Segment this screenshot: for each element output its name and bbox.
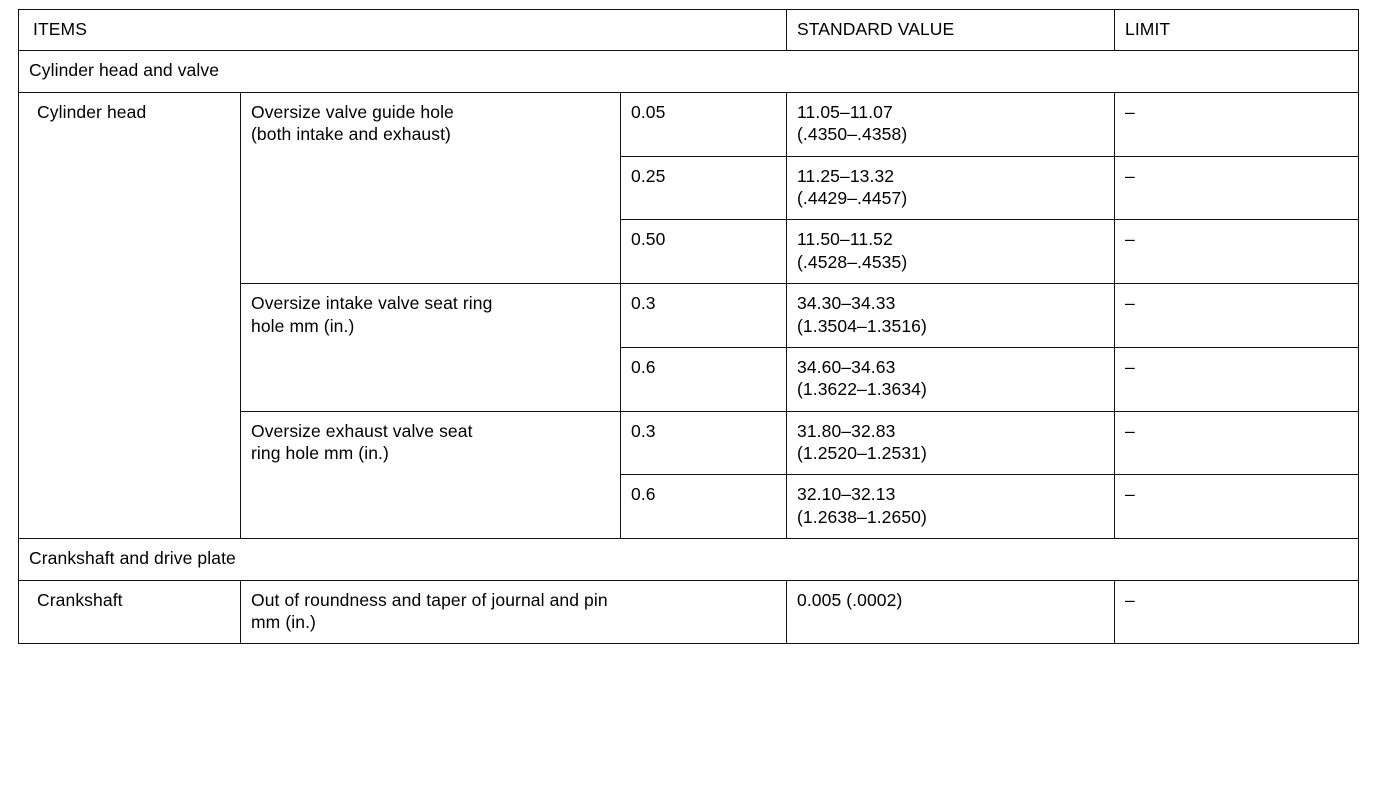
standard-value-line-2: (.4429–.4457) [797, 187, 908, 208]
size-value: 0.25 [621, 156, 787, 220]
standard-value-line-2: (1.3622–1.3634) [797, 379, 927, 400]
size-value: 0.6 [621, 475, 787, 539]
description-line-1: Oversize valve guide hole [251, 101, 454, 122]
standard-value-line-1: 11.05–11.07 [797, 101, 893, 122]
component-name-crankshaft: Crankshaft [19, 580, 241, 644]
limit-value: – [1115, 347, 1359, 411]
standard-value-line-1: 34.60–34.63 [797, 356, 896, 377]
standard-value-line-1: 0.005 (.0002) [797, 589, 903, 610]
size-value: 0.50 [621, 220, 787, 284]
description-line-1: Out of roundness and taper of journal and pin [251, 589, 608, 610]
size-value: 0.6 [621, 347, 787, 411]
component-name-cylinder-head: Cylinder head [19, 92, 241, 538]
standard-value-line-1: 34.30–34.33 [797, 293, 896, 314]
size-value: 0.3 [621, 284, 787, 348]
standard-value-line-1: 11.50–11.52 [797, 229, 893, 250]
description-line-2: ring hole mm (in.) [251, 443, 389, 464]
standard-value-cell [787, 220, 1115, 284]
table-header-row [19, 10, 1359, 51]
standard-value-line-2: (.4528–.4535) [797, 251, 908, 272]
table-row [19, 92, 1359, 156]
description-line-2: mm (in.) [251, 612, 316, 633]
standard-value-cell [787, 284, 1115, 348]
limit-value: – [1115, 580, 1359, 644]
standard-value-cell [787, 156, 1115, 220]
standard-value-cell [787, 92, 1115, 156]
description-cell [241, 580, 787, 644]
standard-value-cell [787, 475, 1115, 539]
column-header-items: ITEMS [19, 10, 787, 51]
description-line-2: hole mm (in.) [251, 315, 355, 336]
limit-value: – [1115, 284, 1359, 348]
standard-value-line-1: 31.80–32.83 [797, 420, 896, 441]
section-title-crankshaft-and-drive-plate: Crankshaft and drive plate [19, 539, 1359, 580]
description-line-1: Oversize exhaust valve seat [251, 420, 473, 441]
standard-value-line-2: (1.3504–1.3516) [797, 315, 927, 336]
size-value: 0.3 [621, 411, 787, 475]
description-line-2: (both intake and exhaust) [251, 124, 451, 145]
specification-table [18, 9, 1359, 644]
description-cell [241, 92, 621, 283]
description-line-1: Oversize intake valve seat ring [251, 293, 493, 314]
description-cell [241, 411, 621, 539]
limit-value: – [1115, 220, 1359, 284]
standard-value-line-2: (1.2520–1.2531) [797, 443, 927, 464]
standard-value-cell [787, 580, 1115, 644]
column-header-limit: LIMIT [1115, 10, 1359, 51]
table-row [19, 580, 1359, 644]
limit-value: – [1115, 156, 1359, 220]
limit-value: – [1115, 475, 1359, 539]
size-value: 0.05 [621, 92, 787, 156]
standard-value-line-2: (.4350–.4358) [797, 124, 908, 145]
description-cell [241, 284, 621, 412]
column-header-standard-value: STANDARD VALUE [787, 10, 1115, 51]
standard-value-cell [787, 411, 1115, 475]
limit-value: – [1115, 411, 1359, 475]
standard-value-cell [787, 347, 1115, 411]
standard-value-line-1: 32.10–32.13 [797, 484, 896, 505]
section-header-row [19, 51, 1359, 92]
limit-value: – [1115, 92, 1359, 156]
section-header-row [19, 539, 1359, 580]
standard-value-line-2: (1.2638–1.2650) [797, 506, 927, 527]
section-title-cylinder-head-and-valve: Cylinder head and valve [19, 51, 1359, 92]
standard-value-line-1: 11.25–13.32 [797, 165, 895, 186]
